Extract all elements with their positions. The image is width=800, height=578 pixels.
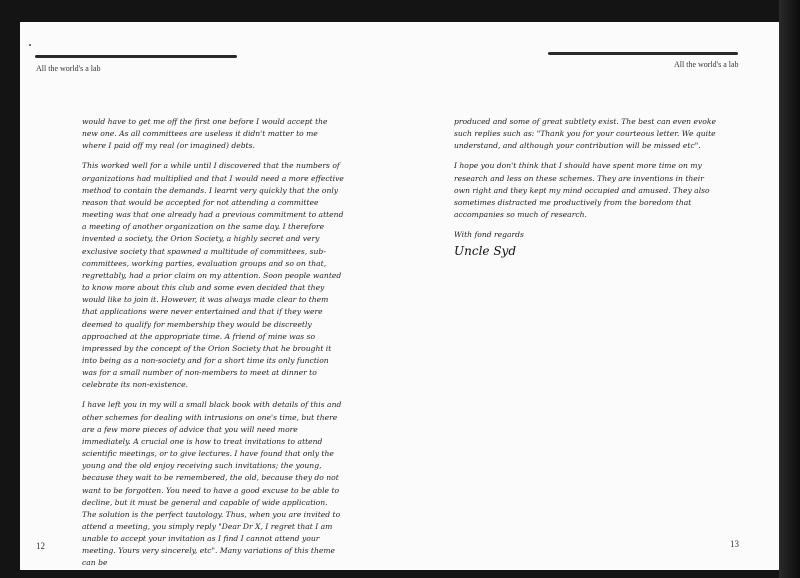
paragraph: would have to get me off the first one before I would accept the new one. As all committees are useless it didn't matter to me where I paid off my real (or imagined) debts. xyxy=(82,117,328,151)
closing-line: With fond regards xyxy=(454,230,524,240)
paragraph: I hope you don't think that I should have spent more time on my research and less on these schemes. They are inventions in their own right and they kept my mind occupied and amused. They also sometimes distracted me productively from the boredom that accompanies so much of research. xyxy=(454,161,710,220)
left-running-head: All the world's a lab xyxy=(36,64,101,73)
signature: Uncle Syd xyxy=(454,244,516,259)
paragraph: produced and some of great subtlety exist. The best can even evoke such replies such as: "Thank you for your courteous letter. We quite understand, and although your contribution will be missed etc". xyxy=(454,117,716,151)
paper-sheet xyxy=(20,22,779,570)
right-page-text xyxy=(454,116,722,258)
right-page-number: 13 xyxy=(730,539,739,549)
left-page-text xyxy=(82,116,344,578)
ink-speck xyxy=(29,44,31,46)
right-header-rule xyxy=(548,52,738,55)
left-header-rule xyxy=(35,55,237,58)
scan-edge xyxy=(779,0,800,578)
paragraph: This worked well for a while until I discovered that the numbers of organizations had multiplied and that I would need a more effective method to contain the demands. I learnt very quickly that the only reason that would be accepted for not attending a committee meeting was that one already had a previous commitment to attend a meeting of another organization on the same day. I therefore invented a society, the Orion Society, a highly secret and very exclusive society that spawned a multitude of committees, sub-committees, working parties, evaluation groups and so on that, regrettably, had a prior claim on my attention. Soon people wanted to know more about this club and some even decided that they would like to join it. However, it was always made clear to them that applications were never entertained and that if they were deemed to qualify for membership they would be discreetly approached at the appropriate time. A friend of mine was so impressed by the concept of the Orion Society that he brought it into being as a non-society and for a short time its only function was for a small number of non-members to meet at dinner to celebrate its non-existence. xyxy=(82,161,344,390)
right-running-head: All the world's a lab xyxy=(674,60,739,69)
paragraph: I have left you in my will a small black book with details of this and other schemes for dealing with intrusions on one's time, but there are a few more pieces of advice that you will need more immediately. A crucial one is how to treat invitations to attend scientific meetings, or to give lectures. I have found that only the young and the old enjoy receiving such invitations; the young, because they wait to be remembered, the old, because they do not want to be forgotten. You need to have a good excuse to be able to decline, but it must be general and capable of wide application. The solution is the perfect tautology. Thus, when you are invited to attend a meeting, you simply reply "Dear Dr X, I regret that I am unable to accept your invitation as I find I cannot attend your meeting. Yours very sincerely, etc". Many variations of this theme can be xyxy=(82,400,342,568)
left-page-number: 12 xyxy=(36,541,45,551)
